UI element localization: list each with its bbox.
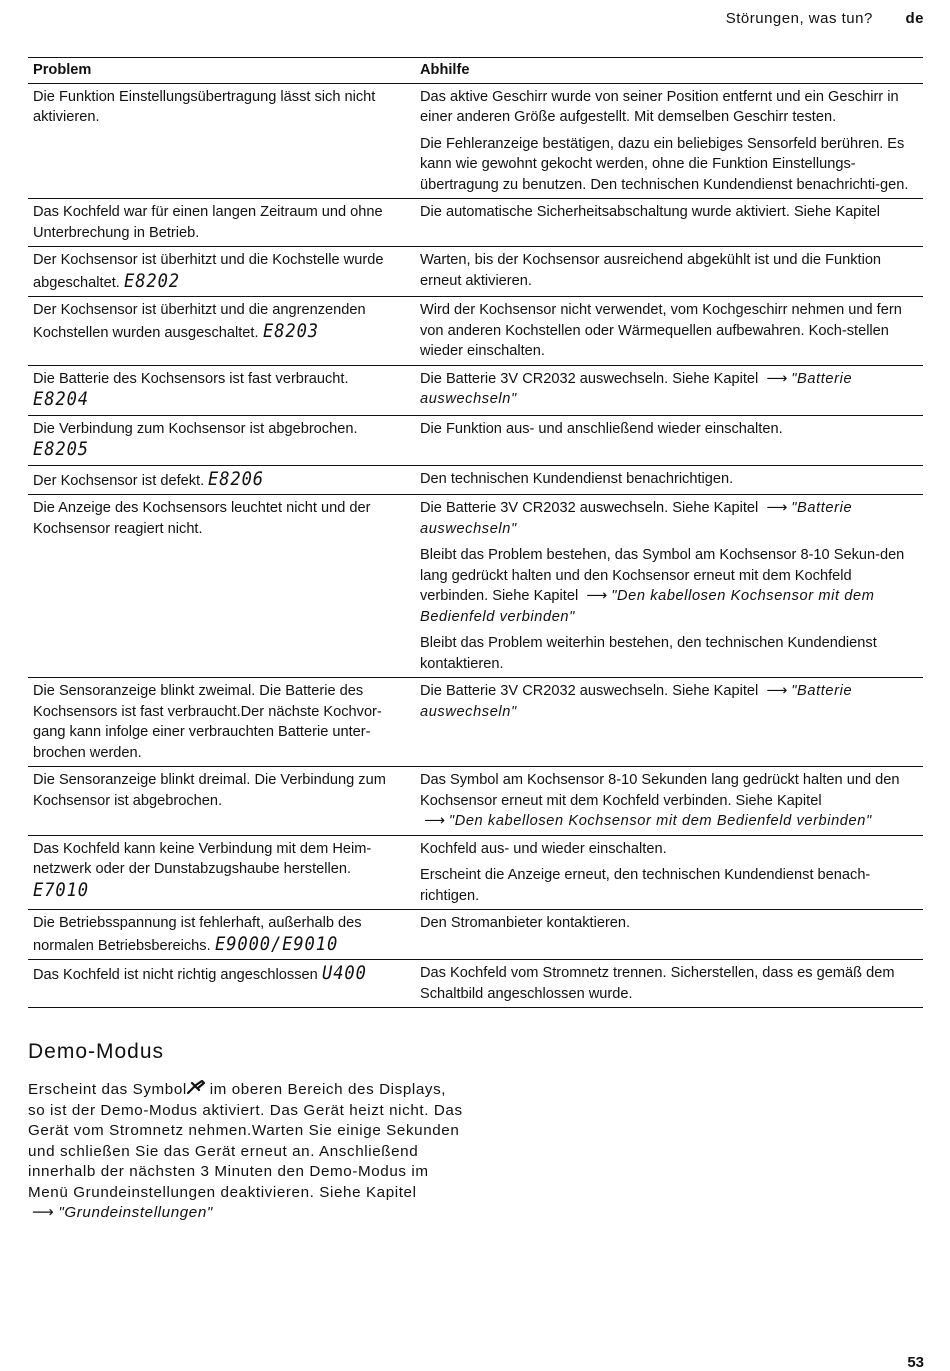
remedy-cell xyxy=(415,83,923,199)
table-row xyxy=(28,415,923,465)
remedy-cell xyxy=(415,465,923,495)
problem-cell xyxy=(28,247,415,297)
problem-text: Der Kochsensor ist überhitzt und die Kochstelle wurde abgeschaltet. xyxy=(33,252,384,291)
problem-cell xyxy=(28,910,415,960)
chapter-reference-link[interactable]: "Batterie auswechseln" xyxy=(420,370,853,407)
chapter-reference-link[interactable]: "Batterie auswechseln" xyxy=(420,683,853,720)
problem-text: Das Kochfeld kann keine Verbindung mit dem Heim-netzwerk oder der Dunstabzugshaube herstellen. xyxy=(33,840,372,877)
remedy-text: Kochfeld aus- und wieder einschalten. xyxy=(420,840,667,857)
remedy-text: Erscheint die Anzeige erneut, den technischen Kundendienst benach-richtigen. xyxy=(420,867,871,904)
demo-mode-paragraph: Erscheint das Symbol im oberen Bereich des Displays, so ist der Demo-Modus aktiviert. Das Gerät heizt nicht. Das Gerät vom Stromnetz nehmen.Warten Sie einige Sekunden und schließen Sie das Gerät erneut an. Anschließend innerhalb der nächsten 3 Minuten den Demo-Modus im Menü Grundeinstellungen deaktivieren. Siehe Kapitel ⟶ "Grundeinstellungen" xyxy=(28,1081,463,1221)
table-row xyxy=(28,199,923,247)
error-code: E8205 xyxy=(33,438,89,460)
arrow-right-icon: ⟶ xyxy=(766,370,788,387)
page-header xyxy=(726,10,924,27)
remedy-text: Das aktive Geschirr wurde von seiner Position entfernt und ein Geschirr in einer anderen Größe aufgestellt. Mit demselben Geschirr testen. xyxy=(420,88,899,125)
remedy-text: Die Fehleranzeige bestätigen, dazu ein beliebiges Sensorfeld berühren. Es kann wie gewohnt gekocht werden, ohne die Funktion Einstellungs-übertragung zu benutzen. Den technischen Kundendienst benachrichti-gen. xyxy=(420,135,909,193)
error-code: E7010 xyxy=(33,878,89,901)
problem-text: Die Verbindung zum Kochsensor ist abgebrochen. xyxy=(33,420,358,437)
problem-text: Der Kochsensor ist defekt. xyxy=(33,472,205,489)
remedy-cell xyxy=(415,495,923,678)
error-code: E8203 xyxy=(262,319,319,342)
remedy-cell xyxy=(415,910,923,960)
page-number: 53 xyxy=(907,1354,924,1371)
error-code: E8202 xyxy=(123,269,180,292)
remedy-cell xyxy=(415,767,923,836)
remedy-text: Die Batterie 3V CR2032 auswechseln. Siehe Kapitel ⟶ "Batterie auswechseln" xyxy=(420,683,853,720)
chapter-reference-link[interactable]: "Den kabellosen Kochsensor mit dem Bedienfeld verbinden" xyxy=(448,813,872,829)
problem-text: Die Batterie des Kochsensors ist fast verbraucht. xyxy=(33,370,349,387)
remedy-text: Warten, bis der Kochsensor ausreichend abgekühlt ist und die Funktion erneut aktivieren. xyxy=(420,252,882,289)
problem-cell xyxy=(28,960,415,1008)
table-row xyxy=(28,495,923,678)
remedy-cell xyxy=(415,960,923,1008)
problem-cell xyxy=(28,297,415,366)
problem-text: Die Anzeige des Kochsensors leuchtet nicht und der Kochsensor reagiert nicht. xyxy=(33,500,371,537)
remedy-cell xyxy=(415,835,923,910)
table-row xyxy=(28,835,923,910)
problem-cell xyxy=(28,678,415,767)
arrow-right-icon: ⟶ xyxy=(766,683,788,699)
problem-cell xyxy=(28,199,415,247)
remedy-cell xyxy=(415,365,923,415)
remedy-text: Das Symbol am Kochsensor 8-10 Sekunden lang gedrückt halten und den Kochsensor erneut mit dem Kochfeld verbinden. Siehe Kapitel ⟶ "Den kabellosen Kochsensor mit dem Bedienfeld verbinden" xyxy=(420,772,900,829)
problem-cell xyxy=(28,365,415,415)
problem-cell xyxy=(28,465,415,495)
problem-cell xyxy=(28,495,415,678)
problem-cell xyxy=(28,767,415,836)
problem-cell xyxy=(28,83,415,199)
chapter-reference-link[interactable]: "Grundeinstellungen" xyxy=(58,1204,213,1221)
column-header-problem: Problem xyxy=(28,58,415,84)
error-code: E8206 xyxy=(208,467,265,490)
error-code: E9000/E9010 xyxy=(214,932,338,955)
remedy-cell xyxy=(415,297,923,366)
remedy-text: Die automatische Sicherheitsabschaltung wurde aktiviert. Siehe Kapitel xyxy=(420,204,880,220)
problem-text: Die Sensoranzeige blinkt dreimal. Die Verbindung zum Kochsensor ist abgebrochen. xyxy=(33,772,386,809)
table-row xyxy=(28,767,923,836)
problem-cell xyxy=(28,415,415,465)
arrow-right-icon: ⟶ xyxy=(32,1204,55,1221)
table-row xyxy=(28,247,923,297)
table-row xyxy=(28,83,923,199)
column-header-remedy: Abhilfe xyxy=(415,58,923,84)
table-row xyxy=(28,960,923,1008)
troubleshooting-table xyxy=(28,57,923,1008)
arrow-right-icon: ⟶ xyxy=(766,500,788,516)
table-row xyxy=(28,910,923,960)
table-header-row xyxy=(28,58,923,84)
remedy-text: Bleibt das Problem bestehen, das Symbol am Kochsensor 8-10 Sekun-den lang gedrückt halten und den Kochsensor erneut mit dem Kochfeld verbinden. Siehe Kapitel ⟶ "Den kabellosen Kochsensor mit dem Bedienfeld verbinden" xyxy=(420,547,905,625)
problem-text: Das Kochfeld ist nicht richtig angeschlossen xyxy=(33,967,318,983)
section-title: Demo-Modus xyxy=(28,1040,165,1063)
remedy-text: Wird der Kochsensor nicht verwendet, vom Kochgeschirr nehmen und fern von anderen Kochstellen oder Wärmequellen aufbewahren. Koch-stellen wieder einschalten. xyxy=(420,302,902,359)
demo-mode-icon xyxy=(187,1081,205,1098)
table-row xyxy=(28,465,923,495)
error-code: U400 xyxy=(321,962,367,984)
table-row xyxy=(28,297,923,366)
arrow-right-icon: ⟶ xyxy=(586,588,608,604)
remedy-cell xyxy=(415,678,923,767)
table-row xyxy=(28,365,923,415)
problem-text: Der Kochsensor ist überhitzt und die angrenzenden Kochstellen wurden ausgeschaltet. xyxy=(33,302,366,341)
language-code: de xyxy=(905,10,924,27)
problem-text: Die Betriebsspannung ist fehlerhaft, außerhalb des normalen Betriebsbereichs. xyxy=(33,915,362,954)
remedy-text: Bleibt das Problem weiterhin bestehen, den technischen Kundendienst kontaktieren. xyxy=(420,635,877,672)
remedy-text: Das Kochfeld vom Stromnetz trennen. Sicherstellen, dass es gemäß dem Schaltbild angeschlossen wurde. xyxy=(420,965,895,1002)
chapter-reference-link[interactable]: "Batterie auswechseln" xyxy=(420,500,853,537)
table-row xyxy=(28,678,923,767)
remedy-cell xyxy=(415,415,923,465)
problem-text: Die Sensoranzeige blinkt zweimal. Die Batterie des Kochsensors ist fast verbraucht.Der nächste Kochvor-gang kann infolge einer verbrauchten Batterie unter-brochen werden. xyxy=(33,683,382,761)
remedy-text: Den technischen Kundendienst benachrichtigen. xyxy=(420,470,734,487)
remedy-cell xyxy=(415,247,923,297)
remedy-text: Die Funktion aus- und anschließend wieder einschalten. xyxy=(420,420,783,437)
chapter-reference-link[interactable]: "Den kabellosen Kochsensor mit dem Bedienfeld verbinden" xyxy=(420,588,875,625)
chapter-title: Störungen, was tun? xyxy=(725,10,873,27)
remedy-text: Den Stromanbieter kontaktieren. xyxy=(420,915,631,931)
error-code: E8204 xyxy=(33,388,89,410)
remedy-text: Die Batterie 3V CR2032 auswechseln. Siehe Kapitel ⟶ "Batterie auswechseln" xyxy=(420,370,853,407)
problem-text: Die Funktion Einstellungsübertragung lässt sich nicht aktivieren. xyxy=(33,88,376,125)
remedy-text: Die Batterie 3V CR2032 auswechseln. Siehe Kapitel ⟶ "Batterie auswechseln" xyxy=(420,500,853,537)
remedy-cell xyxy=(415,199,923,247)
problem-cell xyxy=(28,835,415,910)
arrow-right-icon: ⟶ xyxy=(424,813,445,829)
problem-text: Das Kochfeld war für einen langen Zeitraum und ohne Unterbrechung in Betrieb. xyxy=(33,204,383,241)
